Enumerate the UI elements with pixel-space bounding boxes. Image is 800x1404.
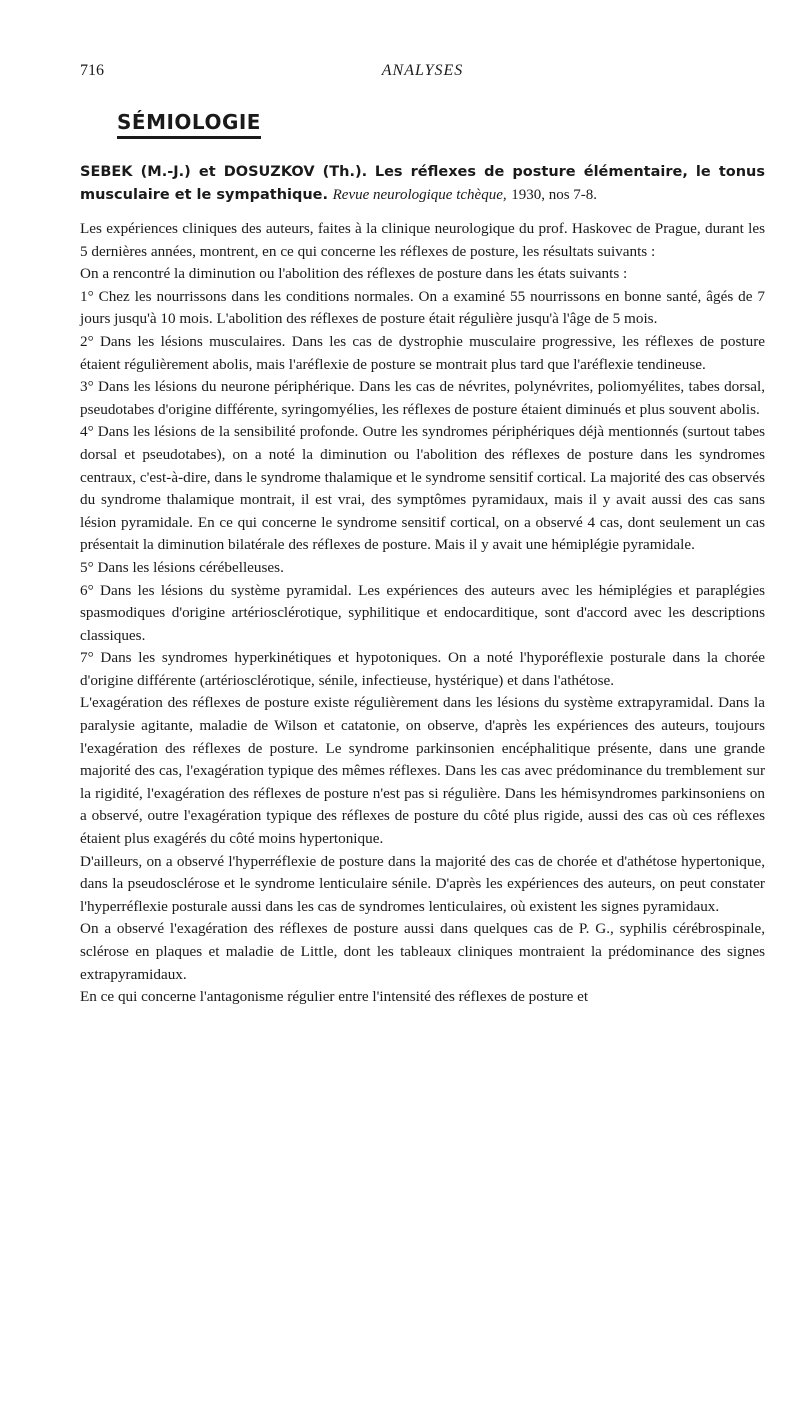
paragraph: 4° Dans les lésions de la sensibilité profonde. Outre les syndromes périphériques déjà mentionnés (surtout tabes dorsal et pseudotabes), on a noté la diminution ou l'abolition des réflexes de posture dans les syndromes centraux, c'est-à-dire, dans le syndrome thalamique et le syndrome sensitif cortical. La majorité des cas observés du syndrome thalamique montrait, il est vrai, des symptômes pyramidaux, mais il y avait aussi des cas sans lésion pyramidale. En ce qui concerne le syndrome sensitif cortical, on a observé 4 cas, dont seulement un cas présentait la diminution bilatérale des réflexes de posture. Mais il y avait une hémiplégie pyramidale. [80, 423, 765, 554]
citation-authors: SEBEK (M.-J.) et DOSUZKOV (Th.). [80, 164, 368, 180]
paragraph: On a rencontré la diminution ou l'abolition des réflexes de posture dans les états suivants : [80, 265, 628, 283]
article-body [80, 218, 765, 1009]
paragraph: 3° Dans les lésions du neurone périphérique. Dans les cas de névrites, polynévrites, poliomyélites, tabes dorsal, pseudotabes d'origine différente, syringomyélies, les réflexes de posture étaient diminués et plus souvent abolis. [80, 378, 765, 418]
paragraph: D'ailleurs, on a observé l'hyperréflexie de posture dans la majorité des cas de chorée et d'athétose hypertonique, dans la pseudosclérose et le syndrome lenticulaire sénile. D'après les expériences des auteurs, on peut constater l'hyperréflexie posturale aussi dans les cas de syndromes lenticulaires, où existent les signes pyramidaux. [80, 852, 765, 915]
paragraph: 6° Dans les lésions du système pyramidal. Les expériences des auteurs avec les hémiplégies et paraplégies spasmodiques d'origine artériosclérotique, syphilitique et endocarditique, sont d'accord avec les descriptions classiques. [80, 581, 765, 644]
paragraph: 2° Dans les lésions musculaires. Dans les cas de dystrophie musculaire progressive, les réflexes de posture étaient régulièrement abolis, mais l'aréflexie de posture se montrait plus tard que l'aréflexie tendineuse. [80, 332, 765, 373]
section-title: SÉMIOLOGIE [117, 110, 261, 139]
paragraph: L'exagération des réflexes de posture existe régulièrement dans les lésions du système extrapyramidal. Dans la paralysie agitante, maladie de Wilson et catatonie, on observe, d'après les expériences des auteurs, toujours l'exagération des réflexes de posture. Le syndrome parkinsonien encéphalitique présente, dans une grande majorité des cas, l'exagération typique des mêmes réflexes. Dans les cas avec prédominance du tremblement sur la rigidité, l'exagération des réflexes de posture n'est pas si régulière. Dans les hémisyndromes parkinsoniens on a observé, outre l'exagération typique des réflexes de posture du côté plus rigide, aussi des cas où ces réflexes étaient plus exagérés du côté moins hypertonique. [80, 694, 765, 848]
article-citation [80, 161, 765, 206]
document-page [80, 62, 765, 1009]
page-number: 716 [80, 62, 104, 79]
journal-section-name: ANALYSES [381, 62, 464, 79]
running-header [80, 62, 765, 88]
paragraph: 1° Chez les nourrissons dans les conditions normales. On a examiné 55 nourrissons en bonne santé, âgés de 7 jours jusqu'à 10 mois. L'abolition des réflexes de posture était régulière jusqu'à l'âge de 5 mois. [80, 287, 765, 328]
paragraph: 7° Dans les syndromes hyperkinétiques et hypotoniques. On a noté l'hyporéflexie posturale dans la chorée d'origine différente (artériosclérotique, sénile, infectieuse, hystérique) et dans l'athétose. [80, 649, 765, 689]
paragraph: 5° Dans les lésions cérébelleuses. [80, 558, 284, 576]
citation-source: Revue neurologique tchèque, [332, 186, 507, 203]
paragraph: En ce qui concerne l'antagonisme régulier entre l'intensité des réflexes de posture et [80, 988, 589, 1006]
citation-title: Les réflexes de posture élémentaire, le tonus musculaire et le sympathique. [80, 164, 766, 203]
citation-issue: 1930, nos 7-8. [511, 186, 598, 203]
paragraph: On a observé l'exagération des réflexes de posture aussi dans quelques cas de P. G., syphilis cérébrospinale, sclérose en plaques et maladie de Little, dont les tableaux cliniques montraient la prédominance des signes extrapyramidaux. [80, 920, 765, 983]
paragraph: Les expériences cliniques des auteurs, faites à la clinique neurologique du prof. Haskovec de Prague, durant les 5 dernières années, montrent, en ce qui concerne les réflexes de posture, les résultats suivants : [80, 220, 765, 260]
